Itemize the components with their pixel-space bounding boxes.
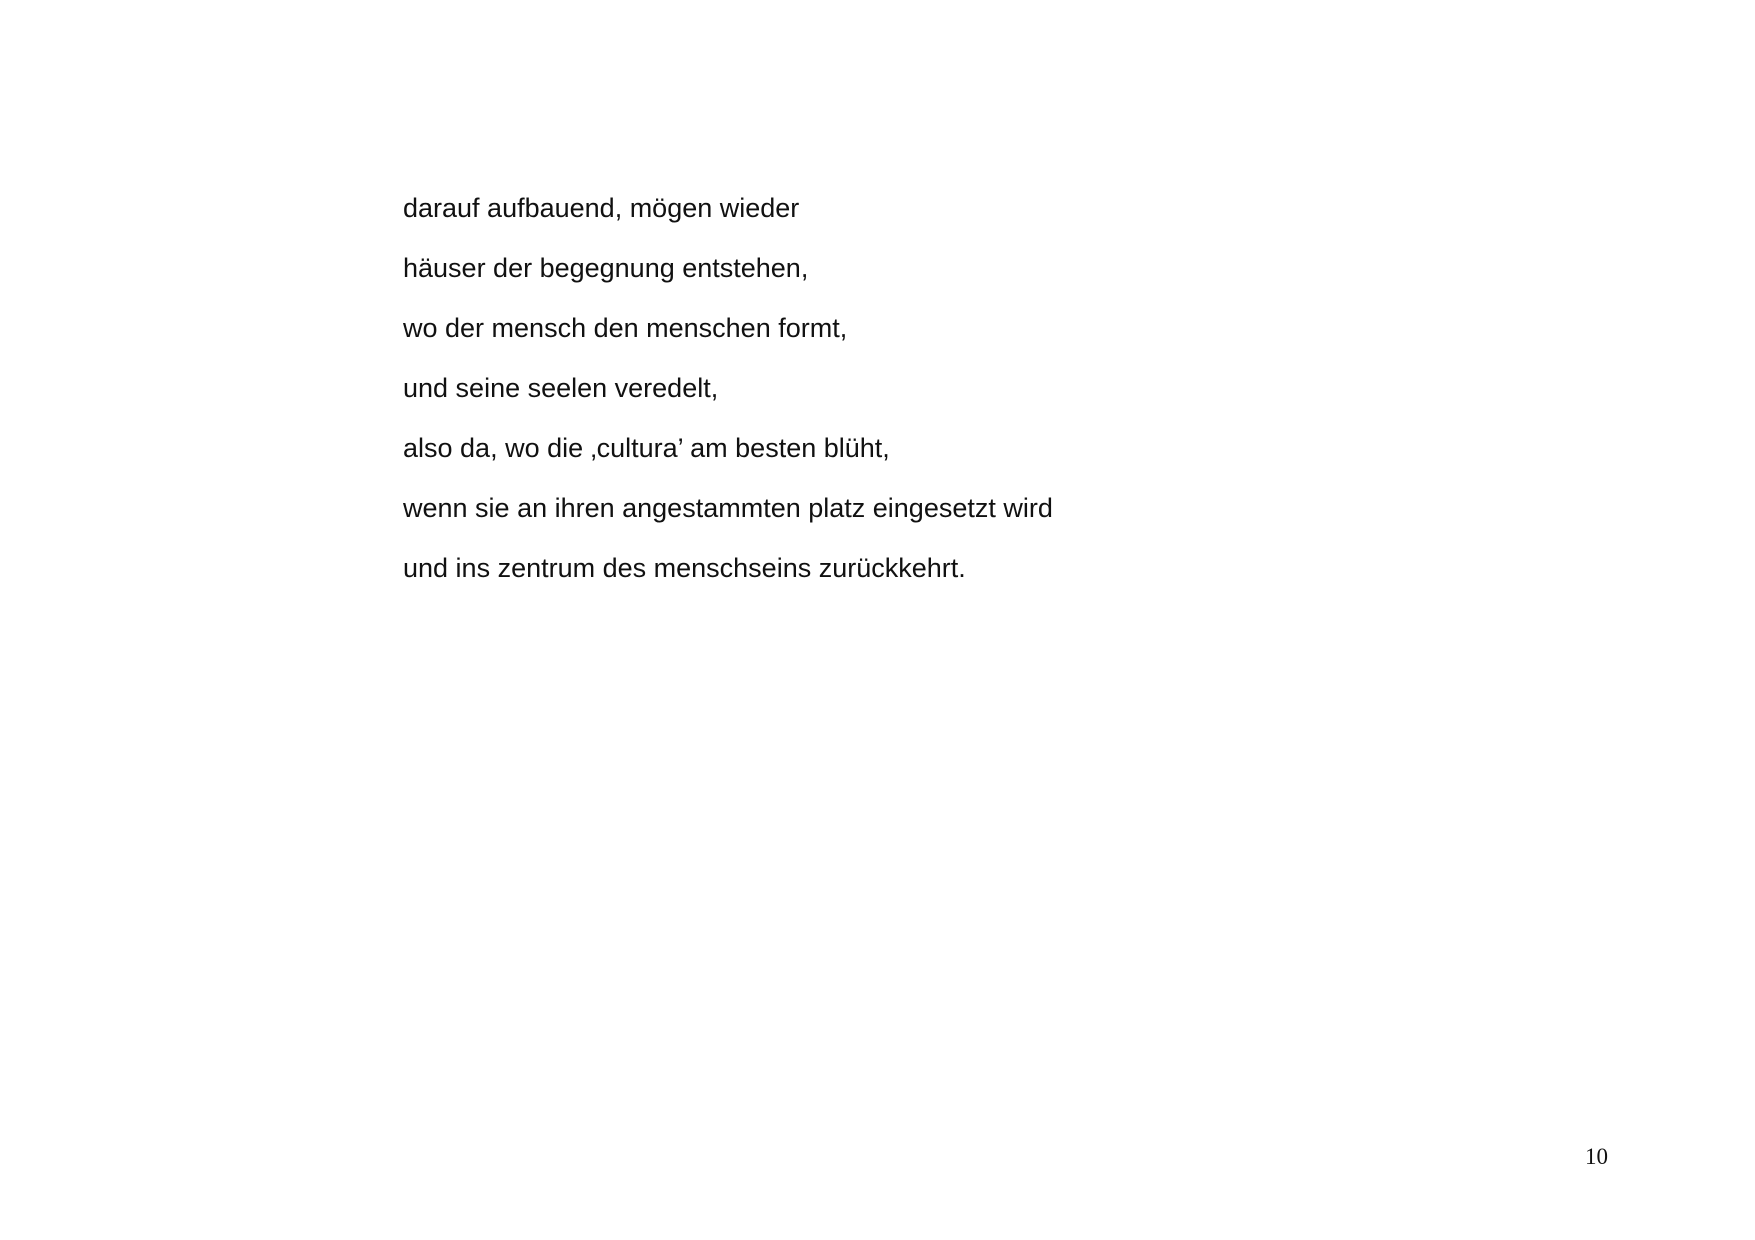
poem-line: und seine seelen veredelt, [403,373,719,403]
poem-line: also da, wo die ‚cultura’ am besten blüht, [403,433,890,463]
poem-line: wo der mensch den menschen formt, [403,313,848,343]
poem-line: darauf aufbauend, mögen wieder [403,193,800,223]
page-number: 10 [1585,1144,1608,1169]
poem-text-block [403,188,1053,608]
poem-line: wenn sie an ihren angestammten platz eingesetzt wird [403,493,1053,523]
poem-line: und ins zentrum des menschseins zurückkehrt. [403,553,966,583]
poem-line: häuser der begegnung entstehen, [403,253,809,283]
